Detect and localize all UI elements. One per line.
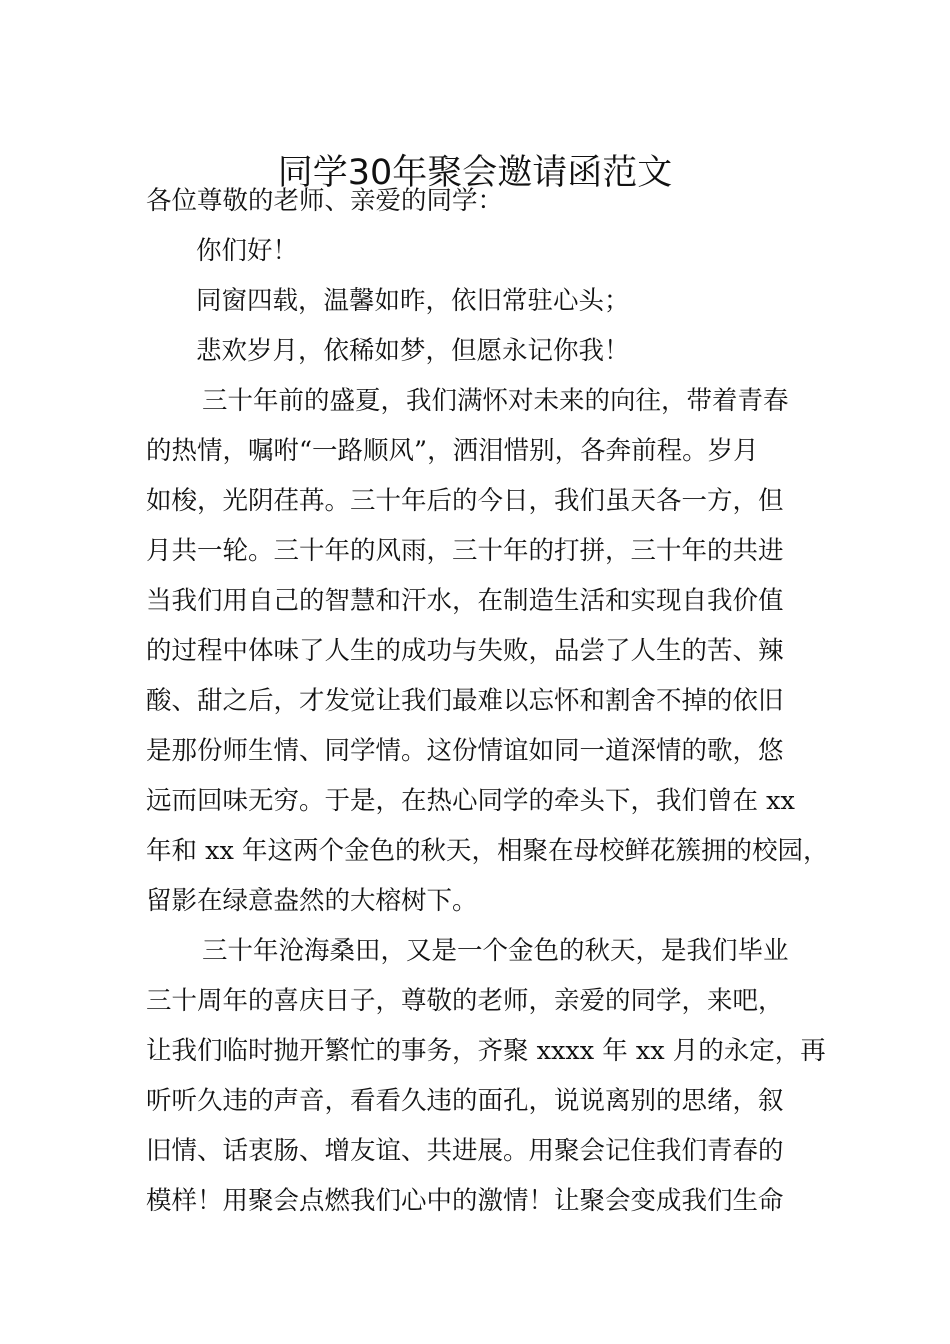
- salutation: 各位尊敬的老师、亲爱的同学：: [146, 186, 504, 216]
- paragraph-line: 的过程中体味了人生的成功与失败，品尝了人生的苦、辣: [146, 636, 784, 666]
- paragraph-line: 三十年沧海桑田，又是一个金色的秋天，是我们毕业: [202, 936, 789, 966]
- verse-line: 同窗四载，温馨如昨，依旧常驻心头；: [196, 286, 630, 316]
- paragraph-line: 三十年前的盛夏，我们满怀对未来的向往，带着青春: [202, 386, 789, 416]
- paragraph-line: 听听久违的声音，看看久违的面孔，说说离别的思绪，叙: [146, 1086, 784, 1116]
- verse-line: 悲欢岁月，依稀如梦，但愿永记你我！: [196, 336, 630, 366]
- paragraph-line: 远而回味无穷。于是，在热心同学的牵头下，我们曾在 xx: [146, 786, 795, 816]
- paragraph-line: 是那份师生情、同学情。这份情谊如同一道深情的歌，悠: [146, 736, 784, 766]
- paragraph-line: 让我们临时抛开繁忙的事务，齐聚 xxxx 年 xx 月的永定，再: [146, 1036, 826, 1066]
- greeting: 你们好！: [196, 236, 299, 266]
- paragraph-line: 的热情，嘱咐“一路顺风”，洒泪惜别，各奔前程。岁月: [146, 436, 759, 466]
- paragraph-line: 旧情、话衷肠、增友谊、共进展。用聚会记住我们青春的: [146, 1136, 784, 1166]
- paragraph-line: 年和 xx 年这两个金色的秋天，相聚在母校鲜花簇拥的校园，: [146, 836, 829, 866]
- document-title: 同学30年聚会邀请函范文: [277, 153, 673, 194]
- paragraph-line: 当我们用自己的智慧和汗水，在制造生活和实现自我价值: [146, 586, 784, 616]
- paragraph-line: 如梭，光阴荏苒。三十年后的今日，我们虽天各一方，但: [146, 486, 784, 516]
- paragraph-line: 模样！用聚会点燃我们心中的激情！让聚会变成我们生命: [146, 1186, 784, 1216]
- paragraph-line: 酸、甜之后，才发觉让我们最难以忘怀和割舍不掉的依旧: [146, 686, 784, 716]
- paragraph-line: 三十周年的喜庆日子，尊敬的老师，亲爱的同学，来吧，: [146, 986, 784, 1016]
- paragraph-line: 月共一轮。三十年的风雨，三十年的打拼，三十年的共进: [146, 536, 784, 566]
- paragraph-line: 留影在绿意盎然的大榕树下。: [146, 886, 478, 916]
